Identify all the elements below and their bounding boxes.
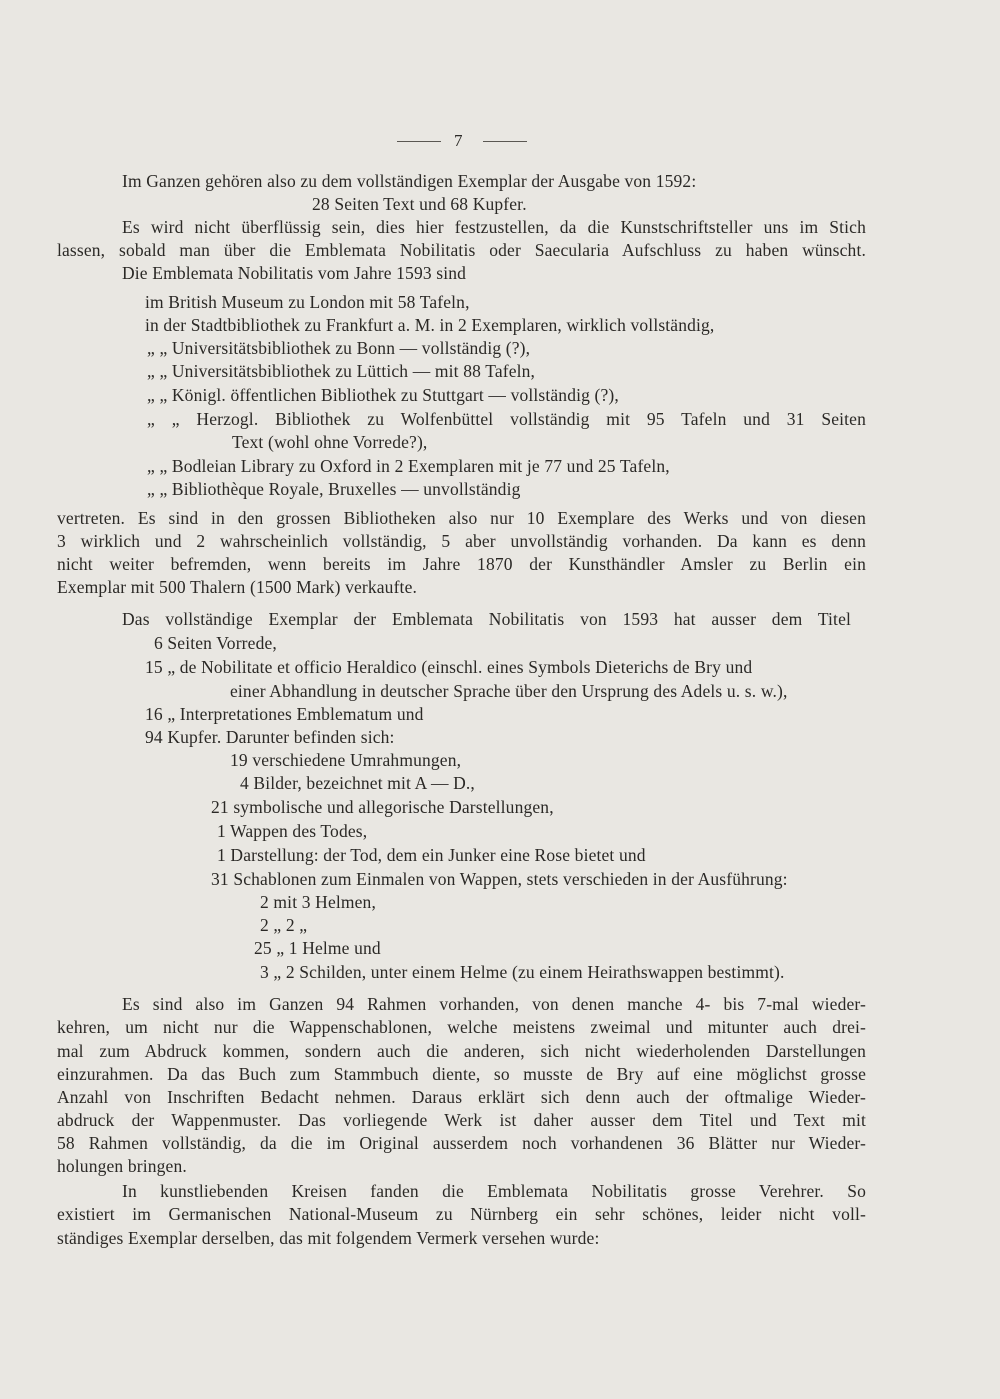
text-line: 19 verschiedene Umrahmungen, [230, 750, 462, 770]
text-line: 31 Schablonen zum Einmalen von Wappen, stets verschieden in der Ausführung: [211, 869, 788, 889]
text-line: „ „ Königl. öffentlichen Bibliothek zu Stuttgart — vollständig (?), [147, 385, 619, 405]
text-line: 25 „ 1 Helme und [254, 938, 381, 958]
text-line: 6 Seiten Vorrede, [154, 633, 277, 653]
text-line: „ „ Universitätsbibliothek zu Bonn — vollständig (?), [147, 338, 531, 358]
text-line: holungen bringen. [57, 1156, 187, 1176]
text-line: Das vollständige Exemplar der Emblemata Nobilitatis von 1593 hat ausser dem Titel [122, 609, 851, 629]
text-line: „ „ Bodleian Library zu Oxford in 2 Exemplaren mit je 77 und 25 Tafeln, [147, 456, 670, 476]
header-rule-right [483, 141, 527, 142]
text-line: Es wird nicht überflüssig sein, dies hier festzustellen, da die Kunstschriftsteller uns im Stich [122, 217, 866, 237]
text-line: einer Abhandlung in deutscher Sprache über den Ursprung des Adels u. s. w.), [230, 681, 788, 701]
text-line: Es sind also im Ganzen 94 Rahmen vorhanden, von denen manche 4- bis 7-mal wieder- [122, 994, 866, 1014]
text-line: Text (wohl ohne Vorrede?), [232, 432, 428, 452]
text-line: Exemplar mit 500 Thalern (1500 Mark) verkaufte. [57, 577, 418, 597]
text-line: 2 „ 2 „ [260, 915, 308, 935]
text-line: Die Emblemata Nobilitatis vom Jahre 1593 sind [122, 263, 467, 283]
text-line: 28 Seiten Text und 68 Kupfer. [312, 194, 527, 214]
text-line: 1 Darstellung: der Tod, dem ein Junker eine Rose bietet und [217, 845, 646, 865]
text-line: in der Stadtbibliothek zu Frankfurt a. M. in 2 Exemplaren, wirklich vollständig, [145, 315, 715, 335]
text-line: kehren, um nicht nur die Wappenschablonen, welche meistens zweimal und mitunter auch drei- [57, 1017, 866, 1037]
text-line: 3 „ 2 Schilden, unter einem Helme (zu einem Heirathswappen bestimmt). [260, 962, 785, 982]
text-line: vertreten. Es sind in den grossen Bibliotheken also nur 10 Exemplare des Werks und von diesen [57, 508, 866, 528]
text-line: abdruck der Wappenmuster. Das vorliegende Werk ist daher ausser dem Titel und Text mit [57, 1110, 866, 1130]
text-line: lassen, sobald man über die Emblemata Nobilitatis oder Saecularia Aufschluss zu haben wünscht. [57, 240, 866, 260]
text-line: Anzahl von Inschriften Bedacht nehmen. Daraus erklärt sich denn auch der oftmalige Wieder- [57, 1087, 866, 1107]
text-line: 4 Bilder, bezeichnet mit A — D., [240, 773, 475, 793]
text-line: ständiges Exemplar derselben, das mit folgendem Vermerk versehen wurde: [57, 1228, 600, 1248]
text-line: 1 Wappen des Todes, [217, 821, 368, 841]
text-line: existiert im Germanischen National-Museum zu Nürnberg ein sehr schönes, leider nicht voll- [57, 1204, 866, 1224]
page-number: 7 [454, 131, 463, 150]
text-line: „ „ Herzogl. Bibliothek zu Wolfenbüttel vollständig mit 95 Tafeln und 31 Seiten [147, 409, 866, 429]
text-line: mal zum Abdruck kommen, sondern auch die anderen, sich nicht wiederholenden Darstellungen [57, 1041, 866, 1061]
text-line: 15 „ de Nobilitate et officio Heraldico (einschl. eines Symbols Dieterichs de Bry und [145, 657, 753, 677]
header-rule-left [397, 141, 441, 142]
text-line: einzurahmen. Da das Buch zum Stammbuch diente, so musste de Bry auf eine möglichst grosse [57, 1064, 866, 1084]
text-line: 21 symbolische und allegorische Darstellungen, [211, 797, 554, 817]
text-line: In kunstliebenden Kreisen fanden die Emblemata Nobilitatis grosse Verehrer. So [122, 1181, 866, 1201]
text-line: „ „ Bibliothèque Royale, Bruxelles — unvollständig [147, 479, 521, 499]
text-line: 58 Rahmen vollständig, da die im Original ausserdem noch vorhandenen 36 Blätter nur Wieder- [57, 1133, 866, 1153]
text-line: „ „ Universitätsbibliothek zu Lüttich — mit 88 Tafeln, [147, 361, 536, 381]
text-line: 94 Kupfer. Darunter befinden sich: [145, 727, 395, 747]
text-line: nicht weiter befremden, wenn bereits im Jahre 1870 der Kunsthändler Amsler zu Berlin ein [57, 554, 866, 574]
text-line: im British Museum zu London mit 58 Tafeln, [145, 292, 470, 312]
text-line: 3 wirklich und 2 wahrscheinlich vollständig, 5 aber unvollständig vorhanden. Da kann es denn [57, 531, 866, 551]
text-line: Im Ganzen gehören also zu dem vollständigen Exemplar der Ausgabe von 1592: [122, 171, 697, 191]
text-line: 2 mit 3 Helmen, [260, 892, 376, 912]
text-line: 16 „ Interpretationes Emblematum und [145, 704, 424, 724]
